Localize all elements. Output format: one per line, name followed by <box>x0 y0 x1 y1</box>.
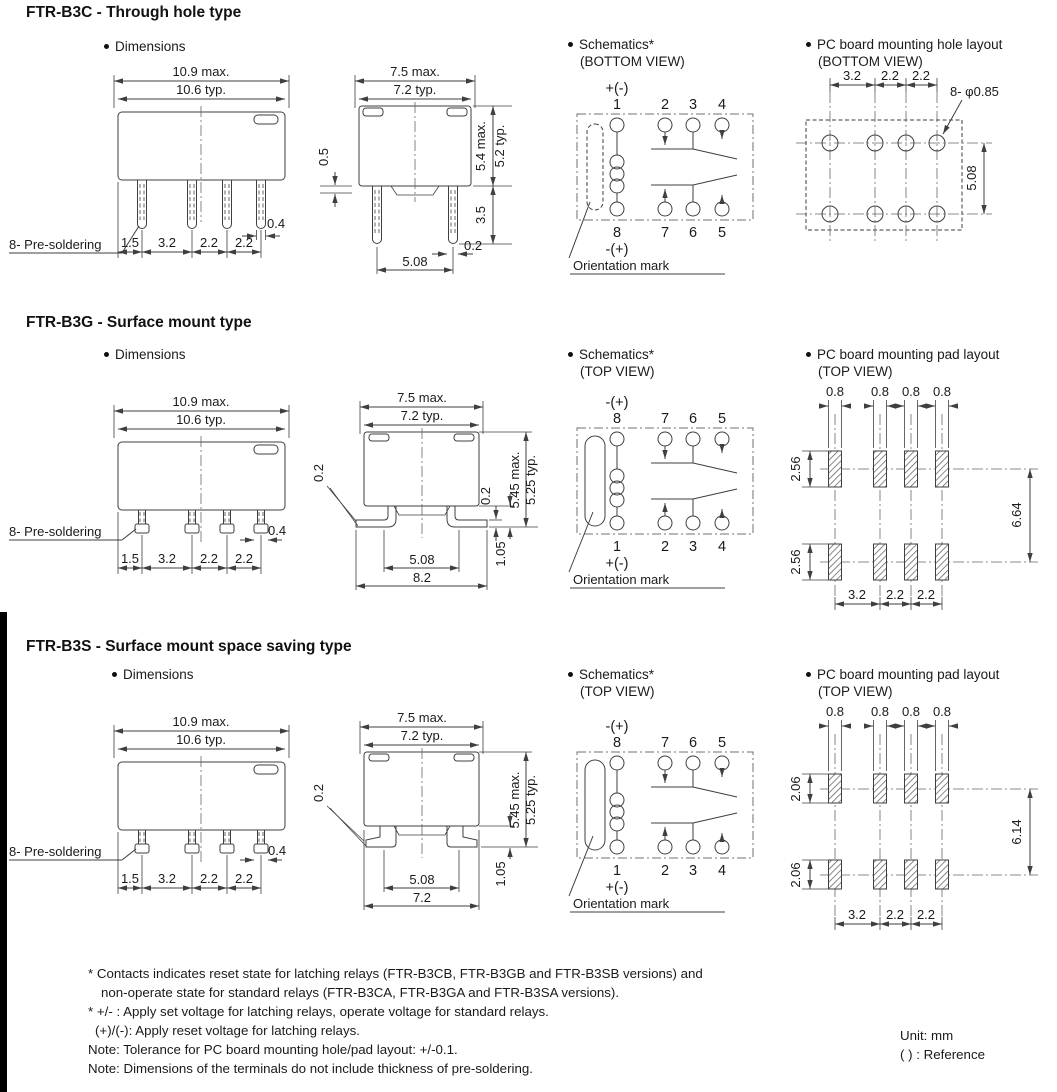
dim-label: 10.9 max. <box>172 394 230 409</box>
pin-number: 6 <box>688 411 698 427</box>
pin-number: 5 <box>717 411 727 427</box>
orientation-mark-label: Orientation mark <box>573 258 670 273</box>
pin-number: 2 <box>660 97 670 113</box>
centerlines <box>820 734 1038 916</box>
dim-label: 1.5 <box>120 551 140 566</box>
dim-label: 5.08 <box>409 552 435 567</box>
dim-label: 7.5 max. <box>397 710 447 725</box>
dim-label: 0.8 <box>901 704 921 719</box>
presolder-label: 8- Pre-soldering <box>9 524 102 539</box>
orientation-mark-shape <box>587 124 603 210</box>
pcb-hole-layout-drawing <box>790 68 1057 253</box>
dim-label: 2.2 <box>885 907 905 922</box>
dim-label: 7.2 typ. <box>400 728 444 743</box>
front-view-drawing <box>6 62 306 274</box>
front-view-drawing <box>6 392 306 587</box>
dim-label: 0.2 <box>311 783 326 803</box>
pin-number: 6 <box>688 735 698 751</box>
pin-number: 8 <box>612 225 622 241</box>
note-line: * Contacts indicates reset state for latching relays (FTR-B3CB, FTR-B3GB and FTR-B3SB versions) and <box>88 966 703 981</box>
dim-label: 3.5 <box>473 205 488 225</box>
dim-label: 0.4 <box>267 216 286 231</box>
schematic-drawing <box>563 78 768 278</box>
dim-label: 2.56 <box>788 456 803 482</box>
pcb-pad-layout-drawing <box>790 384 1057 616</box>
side-view-drawing <box>312 388 547 610</box>
bullet-icon <box>568 352 573 357</box>
schematics-header: Schematics* (TOP VIEW) <box>568 666 655 700</box>
orientation-mark-shape <box>585 436 605 526</box>
pin-circles <box>610 432 729 530</box>
dimensions-header: Dimensions <box>104 38 186 55</box>
pin-number: 3 <box>688 97 698 113</box>
pad-height-dimensions <box>802 451 828 580</box>
dim-label: 2.2 <box>916 907 936 922</box>
pin-number: 1 <box>612 97 622 113</box>
dim-label: 1.05 <box>493 861 508 887</box>
solder-pads <box>829 451 949 580</box>
orientation-mark-shape <box>585 760 605 850</box>
unit-label: Unit: mm <box>900 1028 954 1043</box>
dim-label: 3.2 <box>157 871 177 886</box>
centerlines <box>796 92 992 244</box>
pcb-layout-header: PC board mounting pad layout (TOP VIEW) <box>806 346 999 380</box>
bullet-icon <box>568 672 573 677</box>
coil-symbol <box>610 446 624 516</box>
dim-label: 7.2 <box>412 890 432 905</box>
footnotes <box>88 964 703 1078</box>
dim-label: 3.2 <box>847 907 867 922</box>
pin-number: 4 <box>717 863 727 879</box>
dim-label: 2.2 <box>916 587 936 602</box>
orientation-mark-label: Orientation mark <box>573 896 670 911</box>
section-title: FTR-B3C - Through hole type <box>26 4 242 21</box>
dim-label: 5.08 <box>409 872 435 887</box>
dim-label: 10.9 max. <box>172 714 230 729</box>
dim-label: 2.2 <box>234 235 254 250</box>
orientation-mark-label: Orientation mark <box>573 572 670 587</box>
dimensions-header: Dimensions <box>112 666 194 683</box>
pad-width-dimensions <box>819 720 958 771</box>
dim-label: 10.9 max. <box>172 64 230 79</box>
pad-width-dimensions <box>819 400 958 448</box>
dim-label: 2.2 <box>199 235 219 250</box>
contact-symbols <box>651 446 737 516</box>
dim-label: 0.2 <box>311 463 326 483</box>
pin-number: 4 <box>717 539 727 555</box>
dim-label: 5.45 max. <box>507 451 522 509</box>
dim-label: 0.4 <box>268 843 287 858</box>
pin-number: 2 <box>660 539 670 555</box>
solder-pads <box>829 774 949 889</box>
relay-pins <box>366 826 477 847</box>
pin-number: 3 <box>688 539 698 555</box>
contact-symbols <box>651 132 737 202</box>
pcb-layout-header: PC board mounting hole layout (BOTTOM VIEW) <box>806 36 1002 70</box>
coil-symbol <box>610 770 624 840</box>
dim-label: 2.06 <box>788 862 803 888</box>
relay-body-outline <box>364 748 479 858</box>
dim-label: 5.45 max. <box>507 771 522 829</box>
pin-number: 7 <box>660 411 670 427</box>
bullet-icon <box>104 352 109 357</box>
dim-label: 0.4 <box>268 523 287 538</box>
note-line: Note: Tolerance for PC board mounting hole/pad layout: +/-0.1. <box>88 1042 458 1057</box>
dim-label: 10.6 typ. <box>176 412 226 427</box>
pin-number: 1 <box>612 863 622 879</box>
pin-number: 4 <box>717 97 727 113</box>
side-view-drawing <box>312 708 547 930</box>
legend <box>900 1026 985 1064</box>
dim-label: 0.8 <box>825 704 845 719</box>
pin-number: 6 <box>688 225 698 241</box>
centerlines <box>820 414 1038 596</box>
pin-number: 7 <box>660 225 670 241</box>
solder-thickness-dimension <box>327 486 358 526</box>
polarity-label: +(-) <box>605 880 629 896</box>
polarity-label: -(+) <box>605 395 629 411</box>
dim-label: 6.64 <box>1009 502 1024 528</box>
pin-circles <box>610 118 729 216</box>
bullet-icon <box>806 42 811 47</box>
dim-label: 3.2 <box>157 235 177 250</box>
presolder-label: 8- Pre-soldering <box>9 844 102 859</box>
presolder-label: 8- Pre-soldering <box>9 237 102 252</box>
dim-label: 3.2 <box>847 587 867 602</box>
relay-pins <box>135 510 268 533</box>
relay-body-outline <box>118 756 285 864</box>
dim-label: 0.8 <box>870 384 890 399</box>
section-title: FTR-B3G - Surface mount type <box>26 314 252 331</box>
relay-body-outline <box>359 102 471 202</box>
pin-number: 5 <box>717 225 727 241</box>
dim-label: 0.2 <box>478 486 493 506</box>
dim-label: 5.08 <box>402 254 428 269</box>
reference-label: ( ) : Reference <box>900 1047 985 1062</box>
dim-label: 2.56 <box>788 549 803 575</box>
dim-label: 5.25 typ. <box>523 775 538 825</box>
relay-pins <box>138 180 266 229</box>
dim-label: 2.2 <box>199 871 219 886</box>
polarity-label: +(-) <box>605 81 629 97</box>
dim-label: 7.5 max. <box>390 64 440 79</box>
pin-number: 5 <box>717 735 727 751</box>
pin-number: 8 <box>612 735 622 751</box>
schematic-drawing <box>563 716 768 916</box>
schematics-header: Schematics* (BOTTOM VIEW) <box>568 36 685 70</box>
coil-symbol <box>610 132 624 202</box>
dim-label: 0.5 <box>316 147 331 167</box>
note-line: non-operate state for standard relays (FTR-B3CA, FTR-B3GA and FTR-B3SA versions). <box>101 985 620 1000</box>
pin-number: 3 <box>688 863 698 879</box>
dim-label: 2.2 <box>911 68 931 83</box>
bullet-icon <box>104 44 109 49</box>
relay-body-outline <box>118 436 285 544</box>
relay-pins <box>135 830 268 853</box>
dim-label: 0.8 <box>901 384 921 399</box>
section-title: FTR-B3S - Surface mount space saving type <box>26 638 352 655</box>
dim-label: 2.2 <box>885 587 905 602</box>
pcb-layout-header: PC board mounting pad layout (TOP VIEW) <box>806 666 999 700</box>
dim-label: 0.8 <box>932 384 952 399</box>
pin-number: 1 <box>612 539 622 555</box>
pin-circles <box>610 756 729 854</box>
pin-number: 8 <box>612 411 622 427</box>
schematics-header: Schematics* (TOP VIEW) <box>568 346 655 380</box>
dim-label: 5.08 <box>964 165 979 191</box>
polarity-label: -(+) <box>605 719 629 735</box>
dim-label: 3.2 <box>842 68 862 83</box>
dim-label: 8.2 <box>412 570 432 585</box>
pad-height-dimensions <box>802 774 828 889</box>
dim-label: 10.6 typ. <box>176 732 226 747</box>
bullet-icon <box>112 672 117 677</box>
note-line: (+)/(-): Apply reset voltage for latching relays. <box>95 1023 360 1038</box>
dim-label: 7.5 max. <box>397 390 447 405</box>
dim-label: 5.4 max. <box>473 121 488 171</box>
pin-number: 2 <box>660 863 670 879</box>
solder-thickness-dimension <box>327 806 366 846</box>
relay-body-outline <box>118 106 285 222</box>
dim-label: 6.14 <box>1009 819 1024 845</box>
dim-label: 5.2 typ. <box>492 124 507 168</box>
dim-label: 2.2 <box>880 68 900 83</box>
side-view-drawing <box>316 62 541 282</box>
dim-label: 0.8 <box>870 704 890 719</box>
schematic-drawing <box>563 392 768 592</box>
note-line: * +/- : Apply set voltage for latching relays, operate voltage for standard relays. <box>88 1004 549 1019</box>
dim-label: 3.2 <box>157 551 177 566</box>
pcb-pad-layout-drawing <box>790 704 1057 936</box>
dim-label: 7.2 typ. <box>393 82 437 97</box>
dim-label: 1.5 <box>120 871 140 886</box>
bullet-icon <box>806 672 811 677</box>
dim-label: 1.5 <box>120 235 140 250</box>
dim-label: 0.8 <box>825 384 845 399</box>
dim-label: 5.25 typ. <box>523 455 538 505</box>
standoff-dimension <box>320 172 352 207</box>
polarity-label: +(-) <box>605 556 629 572</box>
pin-number: 7 <box>660 735 670 751</box>
bullet-icon <box>568 42 573 47</box>
dim-label: 2.2 <box>234 871 254 886</box>
polarity-label: -(+) <box>605 242 629 258</box>
board-outline <box>806 120 962 230</box>
dimensions-header: Dimensions <box>104 346 186 363</box>
relay-pins <box>356 506 487 527</box>
dim-label: 0.8 <box>932 704 952 719</box>
dim-label: 2.2 <box>234 551 254 566</box>
note-line: Note: Dimensions of the terminals do not include thickness of pre-soldering. <box>88 1061 533 1076</box>
front-view-drawing <box>6 712 306 907</box>
bullet-icon <box>806 352 811 357</box>
contact-symbols <box>651 770 737 840</box>
dim-label: 0.2 <box>464 238 483 253</box>
relay-body-outline <box>364 428 479 538</box>
dim-label: 10.6 typ. <box>176 82 226 97</box>
mounting-holes <box>822 135 945 222</box>
dim-label: 1.05 <box>493 541 508 567</box>
dim-label: 7.2 typ. <box>400 408 444 423</box>
dim-label: 2.06 <box>788 776 803 802</box>
dim-label: 2.2 <box>199 551 219 566</box>
hole-size-label: 8- φ0.85 <box>950 84 999 99</box>
